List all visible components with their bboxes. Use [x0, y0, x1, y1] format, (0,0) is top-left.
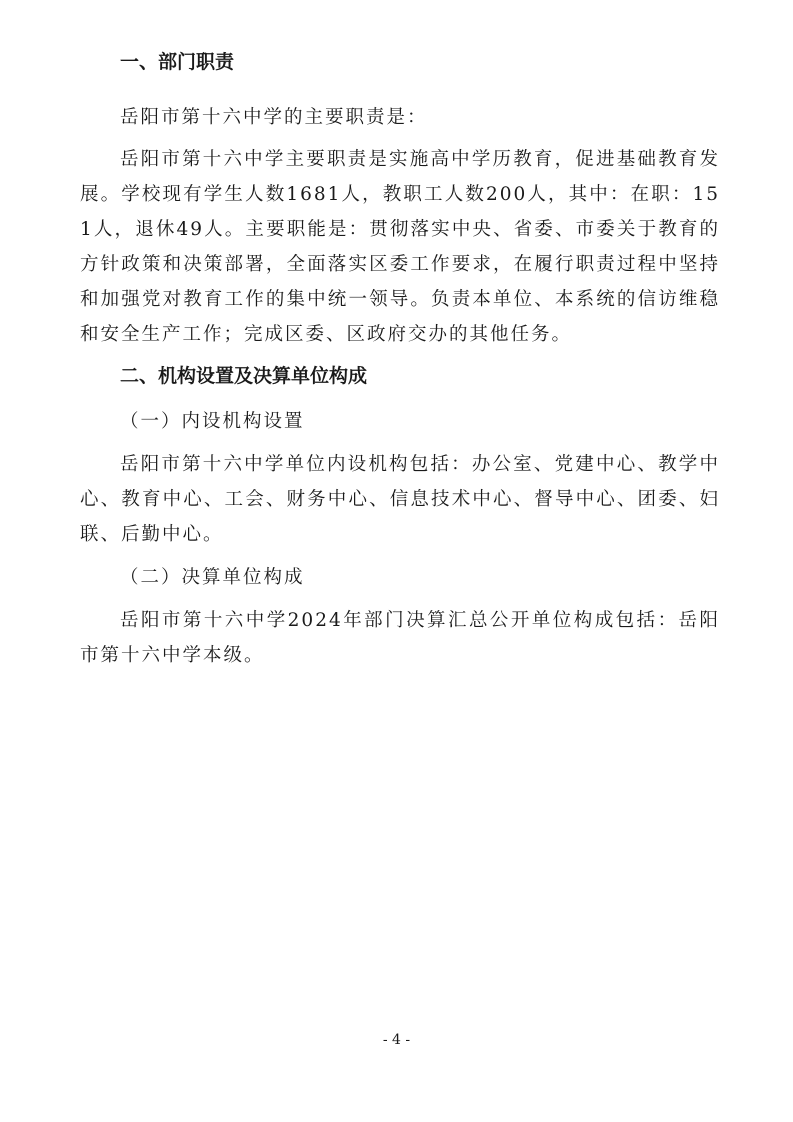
section2-heading: 二、机构设置及决算单位构成 [120, 365, 368, 387]
subsection2-heading: （二）决算单位构成 [120, 567, 305, 588]
subsection1-body: 岳阳市第十六中学单位内设机构包括：办公室、党建中心、教学中心、教育中心、工会、财务中心、信息技术中心、督导中心、团委、妇联、后勤中心。 [80, 454, 720, 545]
subsection2-body: 岳阳市第十六中学2024年部门决算汇总公开单位构成包括：岳阳市第十六中学本级。 [80, 610, 720, 666]
document-content [80, 50, 720, 673]
section1-heading: 一、部门职责 [120, 51, 235, 73]
page-number: - 4 - [382, 1032, 411, 1048]
subsection1-heading: （一）内设机构设置 [120, 411, 305, 432]
section1-intro: 岳阳市第十六中学的主要职责是： [120, 107, 428, 128]
section1-body: 岳阳市第十六中学主要职责是实施高中学历教育，促进基础教育发展。学校现有学生人数1681人，教职工人数200人，其中：在职：151人，退休49人。主要职能是：贯彻落实中央、省委、市委关于教育的方针政策和决策部署，全面落实区委工作要求，在履行职责过程中坚持和加强党对教育工作的集中统一领导。负责本单位、本系统的信访维稳和安全生产工作；完成区委、区政府交办的其他任务。 [80, 149, 720, 345]
